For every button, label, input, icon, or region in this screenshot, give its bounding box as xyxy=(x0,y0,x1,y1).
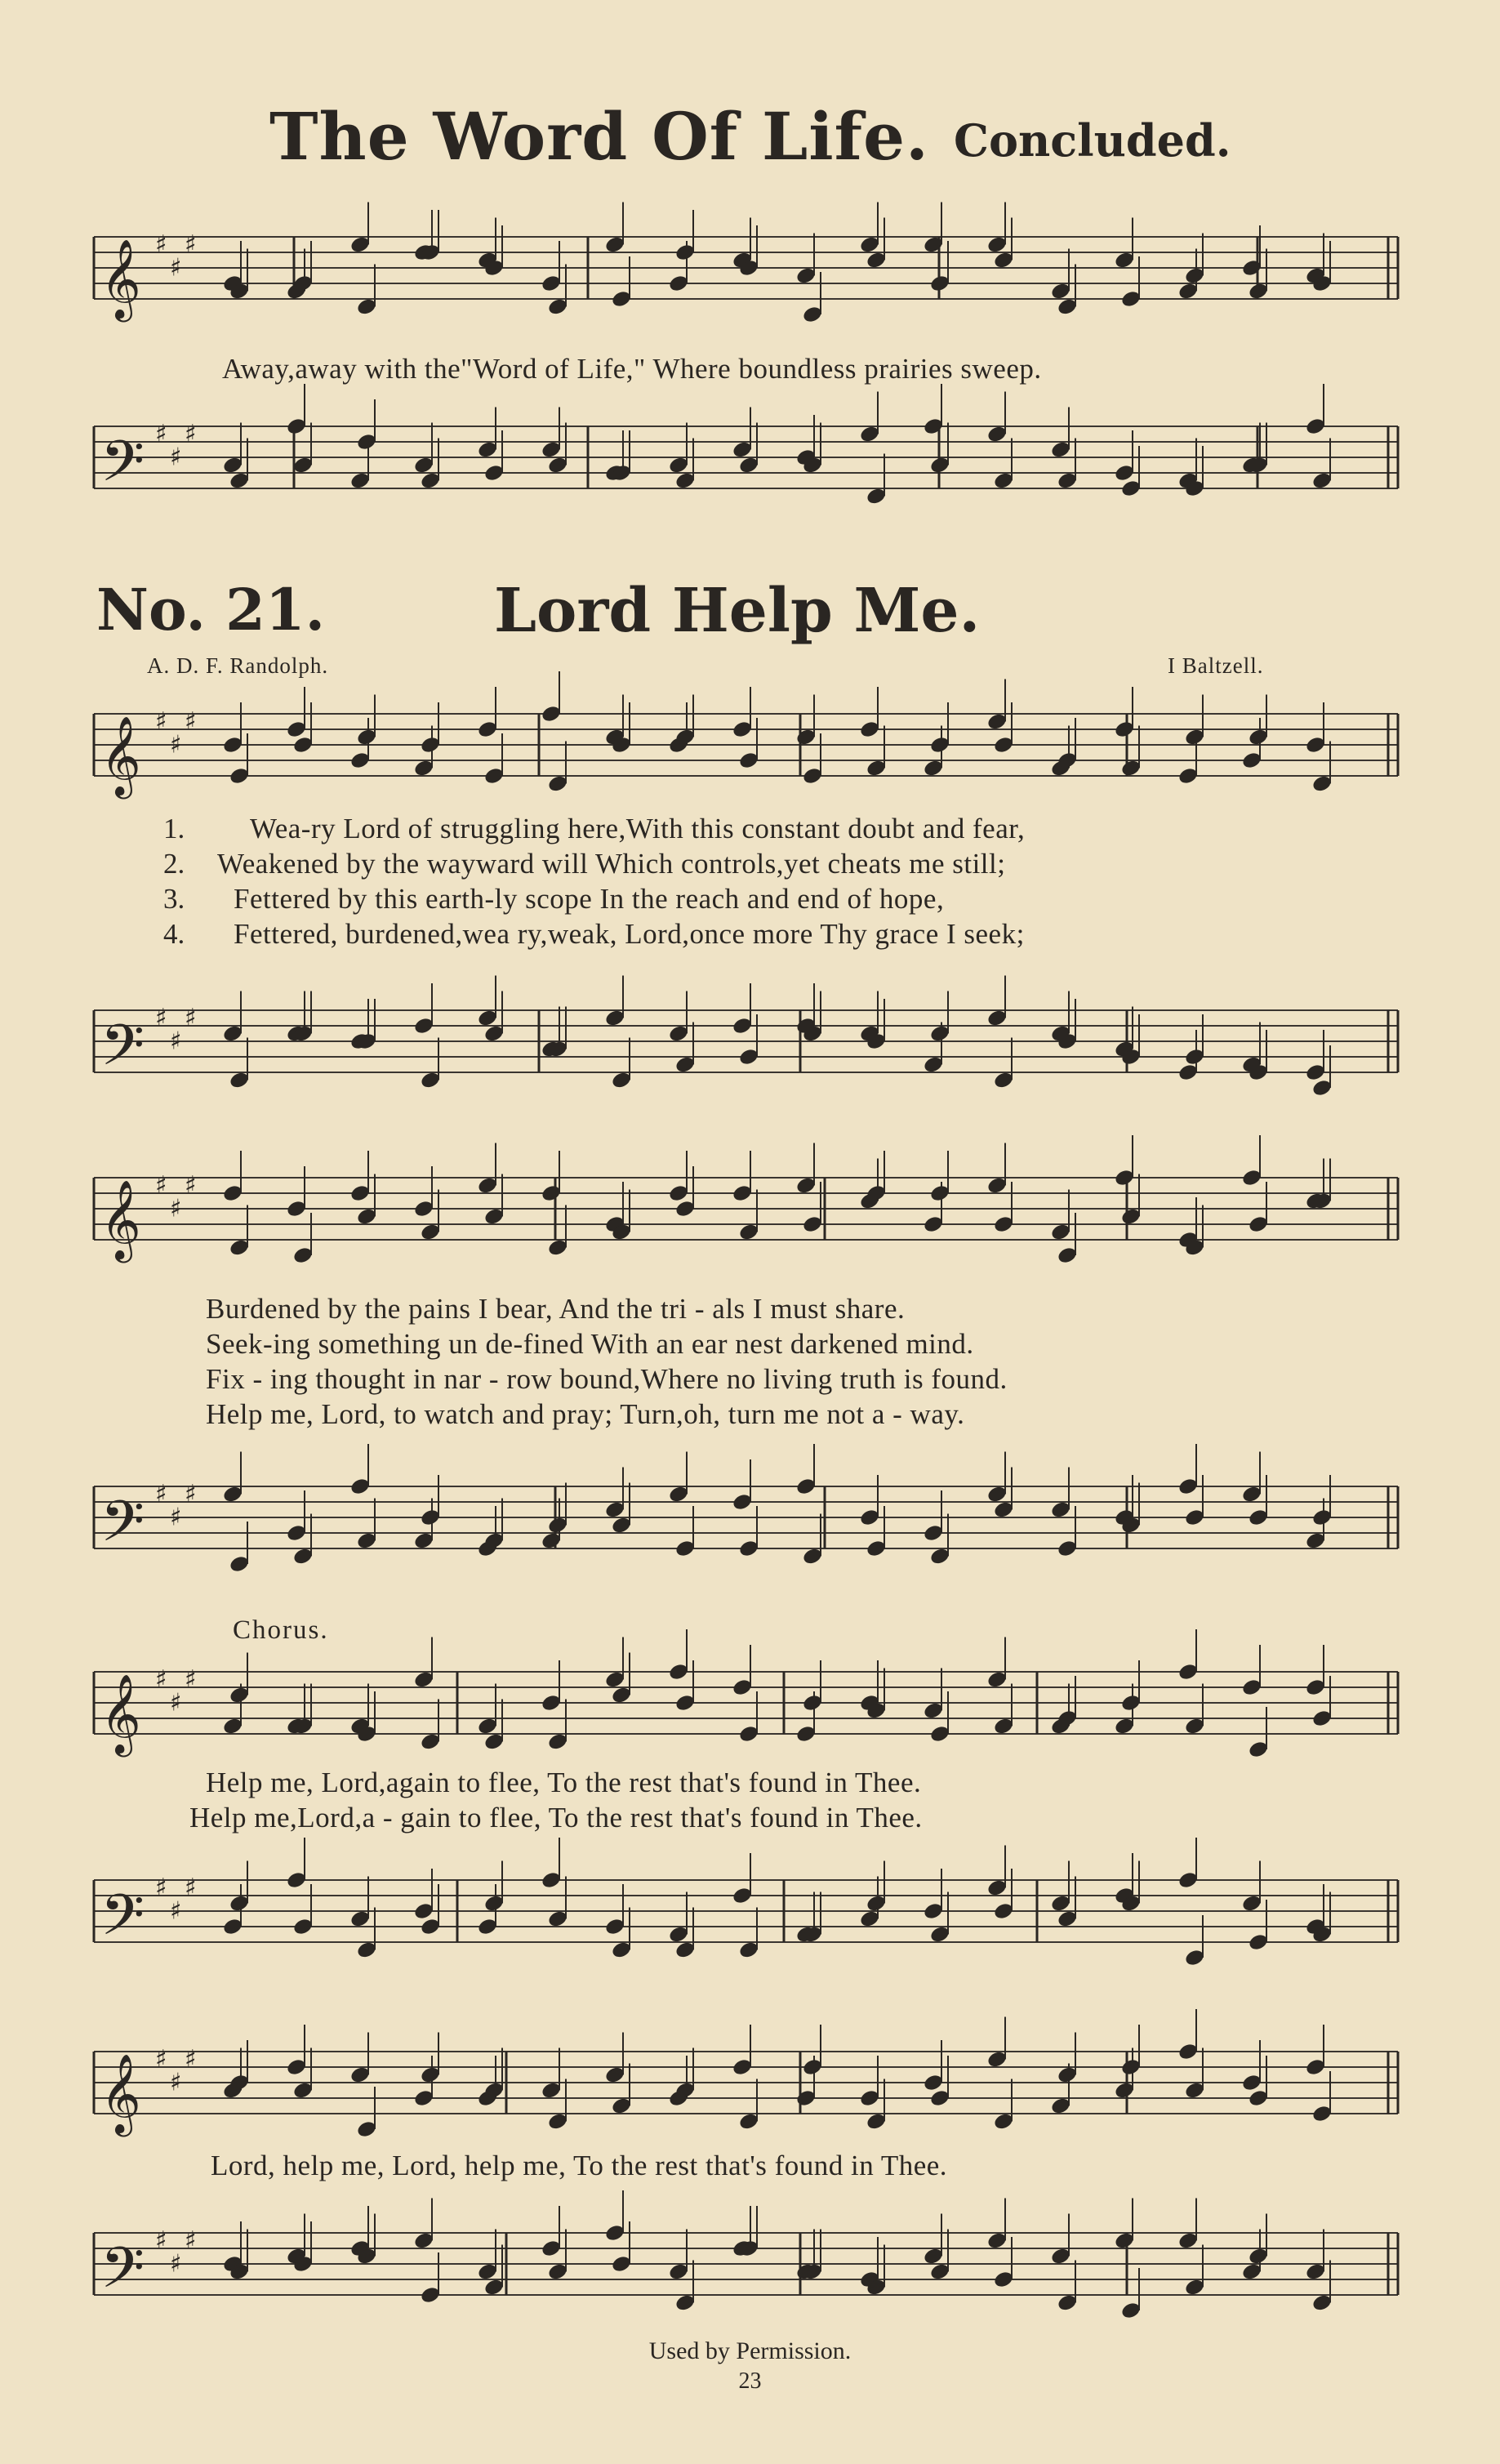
key-sharp: ♯ xyxy=(155,230,167,259)
staff-system-4-treble xyxy=(0,1662,1500,1752)
verse-text: Fettered, burdened,wea ry,weak, Lord,once more Thy grace I seek; xyxy=(234,918,1025,950)
verse-text: Wea-ry Lord of struggling here,With this constant doubt and fear, xyxy=(250,813,1026,844)
hymn-title: Lord Help Me. xyxy=(494,576,981,646)
verse-number: 3. xyxy=(163,883,185,915)
bass-clef: 𝄢 xyxy=(100,1488,145,1568)
treble-clef: 𝄞 xyxy=(100,2053,141,2133)
key-sharp: ♯ xyxy=(185,1004,197,1032)
staff-system-2-bass xyxy=(0,1000,1500,1090)
key-sharp: ♯ xyxy=(170,1194,182,1223)
key-sharp: ♯ xyxy=(185,707,197,736)
key-sharp: ♯ xyxy=(170,730,182,760)
verse-number: 2. xyxy=(163,848,185,880)
key-sharp: ♯ xyxy=(170,1896,182,1926)
key-sharp: ♯ xyxy=(185,1480,197,1508)
staff-system-1-bass xyxy=(0,417,1500,506)
permission-note: Used by Permission. xyxy=(648,2337,852,2364)
treble-clef: 𝄞 xyxy=(100,1673,141,1753)
chorus-line: Help me,Lord,a - gain to flee, To the rest that's found in Thee. xyxy=(189,1802,923,1834)
verse-number: 1. xyxy=(163,813,185,844)
staff-system-5-treble xyxy=(0,2042,1500,2132)
key-sharp: ♯ xyxy=(155,707,167,736)
verse-line-3 xyxy=(163,883,945,918)
key-sharp: ♯ xyxy=(170,1503,182,1532)
bass-clef: 𝄢 xyxy=(100,2235,145,2315)
chorus-line: Help me, Lord,again to flee, To the rest that's found in Thee. xyxy=(206,1767,922,1798)
key-sharp: ♯ xyxy=(170,253,182,283)
verses-part2 xyxy=(206,1293,1008,1433)
key-sharp: ♯ xyxy=(170,1027,182,1056)
chorus-lyrics xyxy=(189,1767,923,1837)
verses-part1 xyxy=(163,813,1026,953)
page-number: 23 xyxy=(738,2368,762,2394)
staff-system-1-treble xyxy=(0,227,1500,317)
bass-clef: 𝄢 xyxy=(100,1012,145,1092)
hymn-number: No. 21. xyxy=(96,576,325,644)
treble-clef: 𝄞 xyxy=(100,1179,141,1259)
staff-system-3-bass xyxy=(0,1477,1500,1566)
key-sharp: ♯ xyxy=(170,443,182,472)
composer-credit: I Baltzell. xyxy=(1168,653,1264,678)
verse-line: Help me, Lord, to watch and pray; Turn,oh, turn me not a - way. xyxy=(206,1398,965,1430)
key-sharp: ♯ xyxy=(170,2068,182,2097)
staff-system-4-bass xyxy=(0,1870,1500,1960)
key-sharp: ♯ xyxy=(155,1171,167,1200)
key-sharp: ♯ xyxy=(155,420,167,448)
key-sharp: ♯ xyxy=(155,1665,167,1694)
key-sharp: ♯ xyxy=(155,1480,167,1508)
key-sharp: ♯ xyxy=(185,1665,197,1694)
verse-number: 4. xyxy=(163,918,185,950)
key-sharp: ♯ xyxy=(185,2226,197,2255)
verse-line: Burdened by the pains I bear, And the tri - als I must share. xyxy=(206,1293,906,1325)
treble-clef: 𝄞 xyxy=(100,715,141,795)
header-title: The Word Of Life. xyxy=(269,98,929,175)
key-sharp: ♯ xyxy=(155,1004,167,1032)
staff-system-2-treble xyxy=(0,704,1500,794)
staff-system-3-treble xyxy=(0,1168,1500,1258)
key-sharp: ♯ xyxy=(155,1874,167,1902)
staff-system-5-bass xyxy=(0,2223,1500,2313)
key-sharp: ♯ xyxy=(155,2045,167,2074)
verse-text: Weakened by the wayward will Which controls,yet cheats me still; xyxy=(217,848,1006,880)
lyricist-credit: A. D. F. Randolph. xyxy=(147,653,329,678)
bass-clef: 𝄢 xyxy=(100,1882,145,1962)
key-sharp: ♯ xyxy=(185,230,197,259)
key-sharp: ♯ xyxy=(155,2226,167,2255)
verse-line-4 xyxy=(163,918,1025,953)
key-sharp: ♯ xyxy=(185,2045,197,2074)
verse-line-2 xyxy=(163,848,1006,883)
verse-line: Fix - ing thought in nar - row bound,Where no living truth is found. xyxy=(206,1363,1008,1395)
chorus-label: Chorus. xyxy=(233,1615,329,1645)
verse-text: Fettered by this earth-ly scope In the reach and end of hope, xyxy=(234,883,945,915)
treble-clef: 𝄞 xyxy=(100,238,141,319)
header-subtitle: Concluded. xyxy=(954,114,1231,167)
key-sharp: ♯ xyxy=(170,2249,182,2279)
final-lyric: Lord, help me, Lord, help me, To the rest that's found in Thee. xyxy=(211,2150,948,2181)
verse-line: Seek-ing something un de-fined With an ear nest darkened mind. xyxy=(206,1328,974,1360)
key-sharp: ♯ xyxy=(185,420,197,448)
key-sharp: ♯ xyxy=(170,1688,182,1718)
key-sharp: ♯ xyxy=(185,1171,197,1200)
bass-clef: 𝄢 xyxy=(100,428,145,508)
key-sharp: ♯ xyxy=(185,1874,197,1902)
top-lyric: Away,away with the"Word of Life," Where boundless prairies sweep. xyxy=(222,353,1042,385)
verse-line-1 xyxy=(163,813,1026,848)
